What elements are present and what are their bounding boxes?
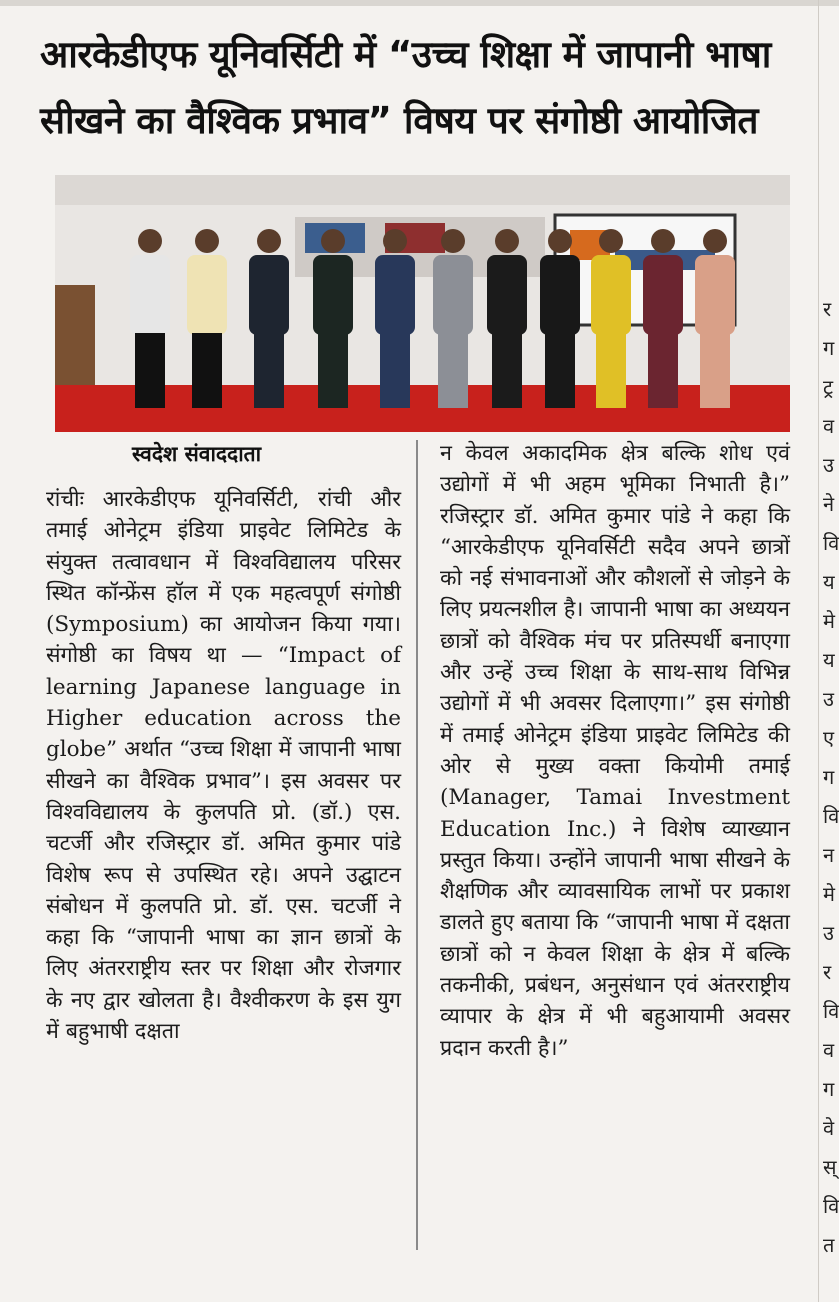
top-rule	[0, 0, 839, 6]
headline-line-2: सीखने का वैश्विक प्रभाव” विषय पर संगोष्ठी आयोजित	[40, 99, 758, 142]
article-headline	[40, 22, 800, 154]
edge-fragment: वे	[823, 1116, 835, 1140]
group-photo-illustration	[55, 175, 790, 432]
person-body	[375, 255, 415, 335]
person-body	[591, 255, 631, 335]
person-legs	[192, 333, 222, 408]
person-body	[130, 255, 170, 335]
person-head	[195, 229, 219, 253]
edge-fragment: र	[823, 960, 832, 984]
person-body	[249, 255, 289, 335]
edge-fragment: व	[823, 1038, 835, 1062]
person-legs	[545, 333, 575, 408]
event-photo	[55, 175, 790, 432]
person-head	[651, 229, 675, 253]
person-legs	[648, 333, 678, 408]
edge-fragment: वि	[823, 531, 839, 555]
edge-fragment: उ	[823, 921, 834, 945]
article-column-1: रांचीः आरकेडीएफ यूनिवर्सिटी, रांची और तमाई ओनेट्रम इंडिया प्राइवेट लिमिटेड के संयुक्त तत्वावधान में विश्वविद्यालय परिसर स्थित कॉन्फ्रेंस हॉल में एक महत्वपूर्ण संगोष्ठी (Symposium) का आयोजन किया गया। संगोष्ठी का विषय था — “Impact of learning Japanese language in Higher education across the globe” अर्थात “उच्च शिक्षा में जापानी भाषा सीखने का वैश्विक प्रभाव”। इस अवसर पर विश्वविद्यालय के कुलपति प्रो. (डॉ.) एस. चटर्जी और रजिस्ट्रार डॉ. अमित कुमार पांडे विशेष रूप से उपस्थित रहे। अपने उद्घाटन संबोधन में कुलपति प्रो. डॉ. एस. चटर्जी ने कहा कि “जापानी भाषा का ज्ञान छात्रों के लिए अंतरराष्ट्रीय स्तर पर शिक्षा और रोजगार के नए द्वार खोलता है। वैश्वीकरण के इस युग में बहुभाषी दक्षता	[46, 487, 401, 1045]
edge-fragment: ग	[823, 336, 835, 360]
person-body	[433, 255, 473, 335]
person-body	[313, 255, 353, 335]
person-head	[383, 229, 407, 253]
edge-fragment: ए	[823, 726, 835, 750]
headline-line-1: आरकेडीएफ यूनिवर्सिटी में “उच्च शिक्षा में जापानी भाषा	[40, 33, 771, 76]
edge-fragment: ग	[823, 1077, 835, 1101]
article-column-2: न केवल अकादमिक क्षेत्र बल्कि शोध एवं उद्योगों में भी अहम भूमिका निभाती है।” रजिस्ट्रार डॉ. अमित कुमार पांडे ने कहा कि “आरकेडीएफ यूनिवर्सिटी सदैव अपने छात्रों को नई संभावनाओं और कौशलों से जोड़ने के लिए प्रयत्नशील है। जापानी भाषा का अध्ययन छात्रों को वैश्विक मंच पर प्रतिस्पर्धी बनाएगा और उन्हें उच्च शिक्षा के साथ-साथ विभिन्न उद्योगों में भी अवसर दिलाएगा।” इस संगोष्ठी में तमाई ओनेट्रम इंडिया प्राइवेट लिमिटेड की ओर से मुख्य वक्ता कियोमी तमाई (Manager, Tamai Investment Education Inc.) ने विशेष व्याख्यान प्रस्तुत किया। उन्होंने जापानी भाषा सीखने के शैक्षणिक और व्यावसायिक लाभों पर प्रकाश डालते हुए बताया कि “जापानी भाषा में दक्षता छात्रों को न केवल शिक्षा के क्षेत्र में बल्कि तकनीकी, प्रबंधन, अनुसंधान एवं अंतरराष्ट्रीय व्यापार के क्षेत्र में भी बहुआयामी अवसर प्रदान करती है।”	[440, 441, 790, 1061]
person-legs	[380, 333, 410, 408]
edge-fragment: य	[823, 648, 835, 672]
person-legs	[438, 333, 468, 408]
person-body	[187, 255, 227, 335]
person-head	[548, 229, 572, 253]
person-legs	[492, 333, 522, 408]
edge-fragment: ने	[823, 492, 835, 516]
person-body	[487, 255, 527, 335]
person-head	[321, 229, 345, 253]
person-legs	[700, 333, 730, 408]
person-head	[495, 229, 519, 253]
edge-fragment: मे	[823, 609, 835, 633]
person-head	[703, 229, 727, 253]
edge-fragment: स्	[823, 1155, 837, 1179]
person-body	[643, 255, 683, 335]
edge-fragment: उ	[823, 687, 834, 711]
edge-fragment: वि	[823, 1194, 839, 1218]
edge-fragment: व	[823, 414, 835, 438]
edge-fragment: वि	[823, 999, 839, 1023]
person-head	[138, 229, 162, 253]
edge-fragment: ग	[823, 765, 835, 789]
person-body	[695, 255, 735, 335]
person-legs	[254, 333, 284, 408]
adjacent-article-edge	[818, 0, 839, 1302]
edge-fragment: न	[823, 843, 835, 867]
person-head	[441, 229, 465, 253]
edge-fragment: र	[823, 297, 832, 321]
person-legs	[596, 333, 626, 408]
person-legs	[318, 333, 348, 408]
byline: स्वदेश संवाददाता	[132, 442, 262, 466]
edge-fragment: य	[823, 570, 835, 594]
edge-fragment: उ	[823, 453, 834, 477]
column-divider	[416, 440, 418, 1250]
person-head	[599, 229, 623, 253]
person-head	[257, 229, 281, 253]
edge-fragment: वि	[823, 804, 839, 828]
edge-fragment: ट्र	[823, 375, 834, 399]
edge-fragment: मे	[823, 882, 835, 906]
person-body	[540, 255, 580, 335]
person-legs	[135, 333, 165, 408]
edge-fragment: त	[823, 1233, 835, 1257]
